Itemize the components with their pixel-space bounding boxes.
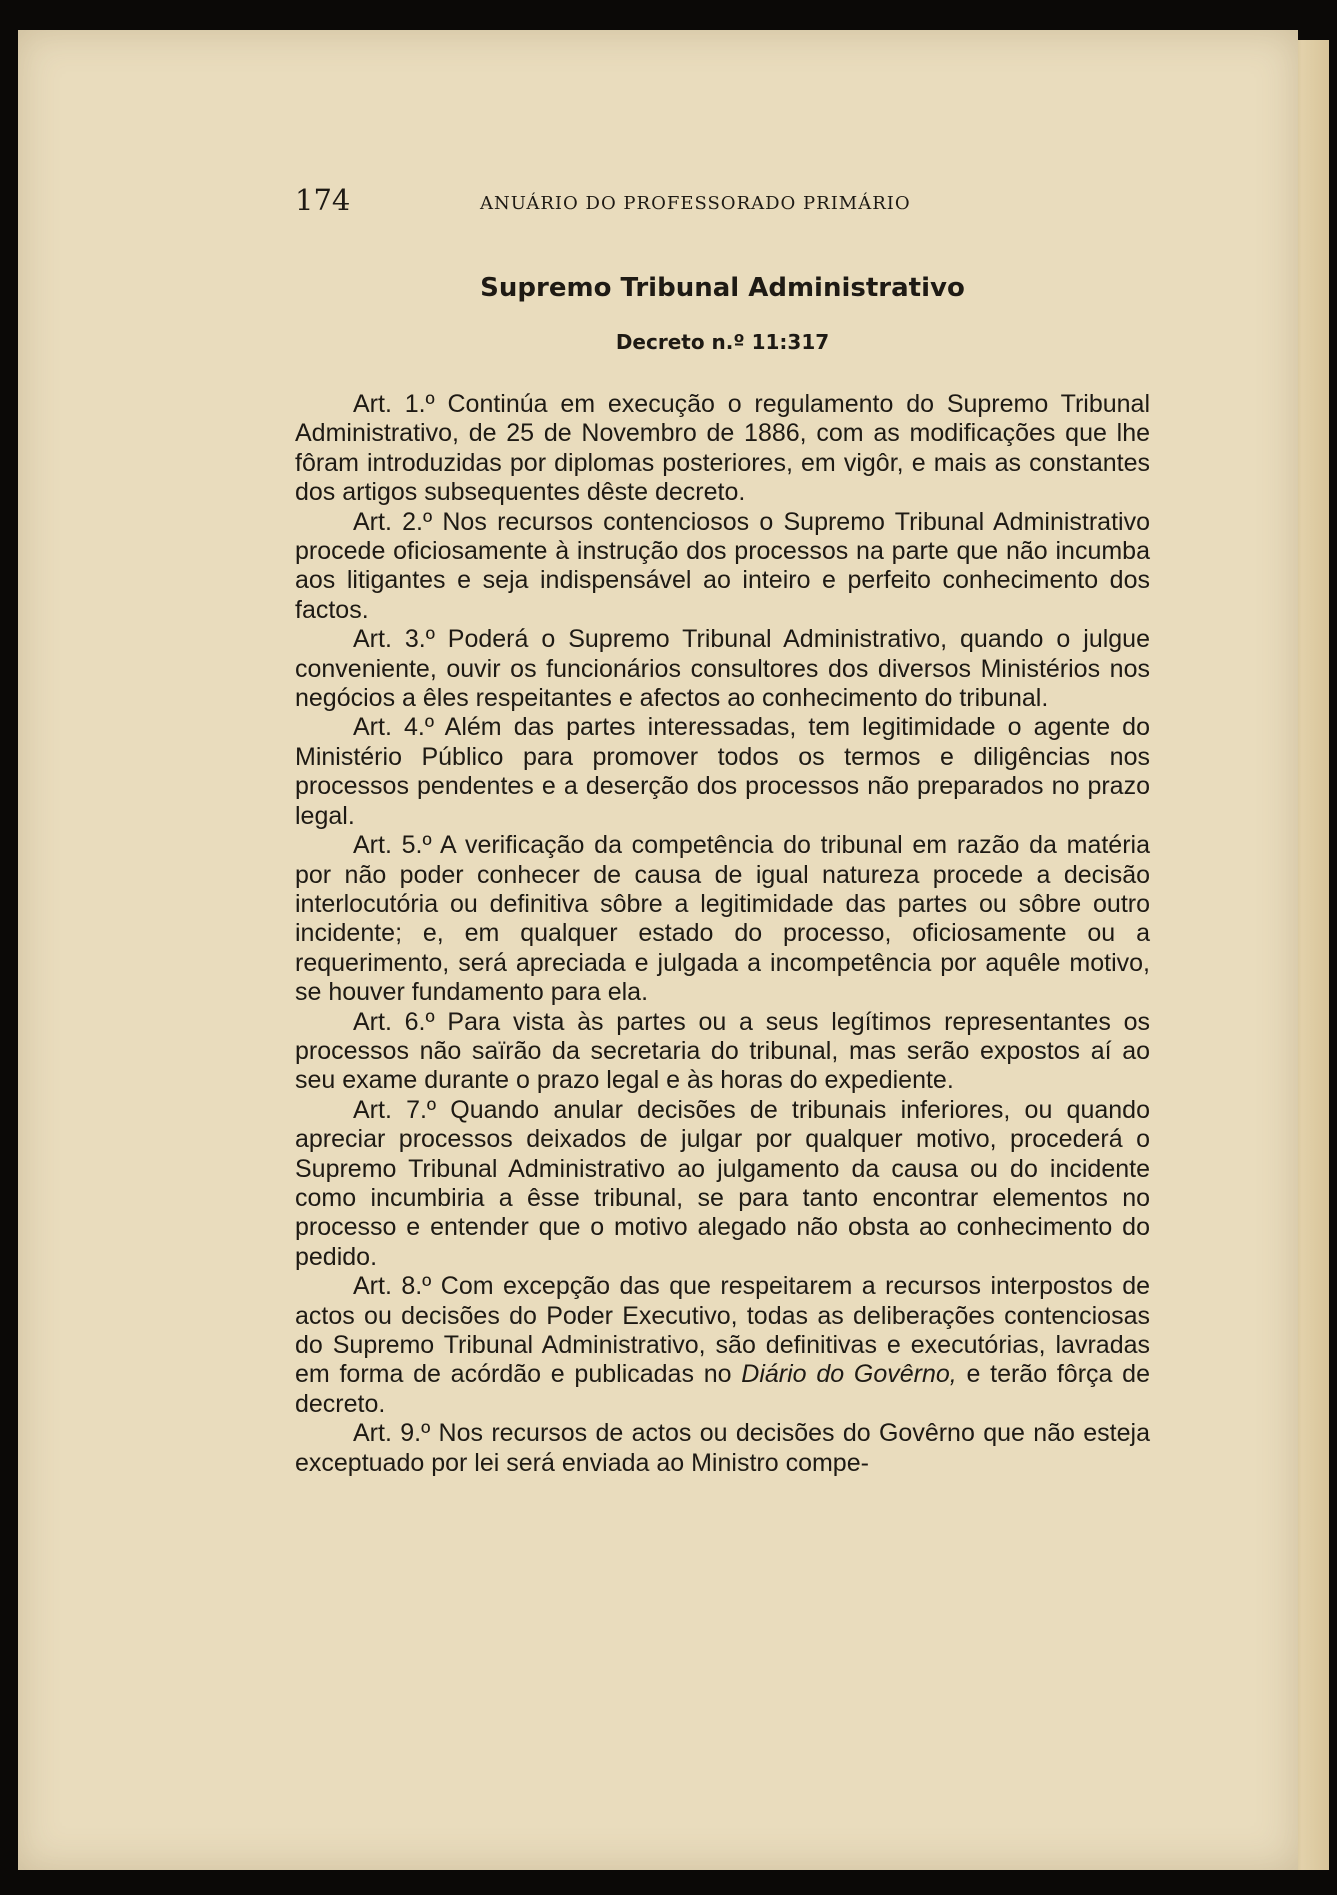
article-text-italic: Diário do Govêrno,: [741, 1360, 957, 1389]
article-8: [295, 1272, 1150, 1419]
article-1: [295, 390, 1150, 508]
article-text: A verificação da competência do tribunal em razão da matéria por não poder conhecer de causa de igual natureza procede a decisão interlocutória ou definitiva sôbre a legitimidade das partes ou sôbre outro incidente; e, em qualquer estado do processo, oficiosamente ou a requerimento, será apreciada e julgada a incompetência por aquêle motivo, se houver fundamento para ela.: [295, 831, 1150, 1007]
article-7: [295, 1096, 1150, 1272]
page-number: 174: [295, 183, 351, 217]
article-label: Art. 5.º: [353, 831, 432, 860]
article-6: [295, 1008, 1150, 1096]
article-9: [295, 1419, 1150, 1478]
article-text: Quando anular decisões de tribunais inferiores, ou quando apreciar processos deixados de julgar por qualquer motivo, procederá o Supremo Tribunal Administrativo ao julgamento da causa ou do incidente como incumbiria a êsse tribunal, se para tanto encontrar elementos no processo e entender que o motivo alegado não obsta ao conhecimento do pedido.: [295, 1095, 1150, 1271]
article-text: e terão fôrça de decreto.: [295, 1360, 1150, 1418]
article-text: Nos recursos contenciosos o Supremo Tribunal Administrativo procede oficiosamente à instrução dos processos na parte que não incumba aos litigantes e seja indispensável ao inteiro e perfeito conhecimento dos factos.: [295, 507, 1150, 624]
article-label: Art. 9.º: [353, 1419, 431, 1448]
article-label: Art. 4.º: [353, 713, 434, 742]
article-label: Art. 1.º: [353, 390, 435, 418]
article-label: Art. 2.º: [353, 507, 433, 536]
running-title: ANUÁRIO DO PROFESSORADO PRIMÁRIO: [480, 193, 911, 214]
article-text: Além das partes interessadas, tem legitimidade o agente do Ministério Público para promover todos os termos e diligências nos processos pendentes e a deserção dos processos não preparados no prazo legal.: [295, 713, 1150, 830]
article-text: Para vista às partes ou a seus legítimos representantes os processos não saïrão da secretaria do tribunal, mas serão expostos aí ao seu exame durante o prazo legal e às horas do expediente.: [295, 1007, 1150, 1095]
article-list: [295, 390, 1150, 1478]
article-5: [295, 831, 1150, 1007]
article-text: Com excepção das que respeitarem a recursos interpostos de actos ou decisões do Poder Executivo, todas as deliberações contenciosas do Supremo Tribunal Administrativo, são definitivas e executórias, lavradas em forma de acórdão e publicadas no: [295, 1272, 1151, 1389]
article-label: Art. 7.º: [353, 1095, 437, 1124]
article-text: Continúa em execução o regulamento do Supremo Tribunal Administrativo, de 25 de Novembro de 1886, com as modificações que lhe fôram introduzidas por diplomas posteriores, em vigôr, e mais as constantes dos artigos subsequentes dêste decreto.: [295, 390, 1151, 507]
article-label: Art. 3.º: [353, 625, 435, 654]
running-header: [295, 183, 995, 223]
section-title: Supremo Tribunal Administrativo: [480, 273, 965, 303]
article-label: Art. 8.º: [353, 1272, 432, 1301]
article-2: [295, 508, 1150, 626]
article-4: [295, 713, 1150, 831]
article-text: Nos recursos de actos ou decisões do Govêrno que não esteja exceptuado por lei será enviada ao Ministro compe-: [295, 1419, 1150, 1477]
article-text: Poderá o Supremo Tribunal Administrativo, quando o julgue conveniente, ouvir os funcionários consultores dos diversos Ministérios nos negócios a êles respeitantes e afectos ao conhecimento do tribunal.: [295, 625, 1150, 713]
article-3: [295, 625, 1150, 713]
article-label: Art. 6.º: [353, 1007, 435, 1036]
decree-number: Decreto n.º 11:317: [615, 330, 830, 354]
